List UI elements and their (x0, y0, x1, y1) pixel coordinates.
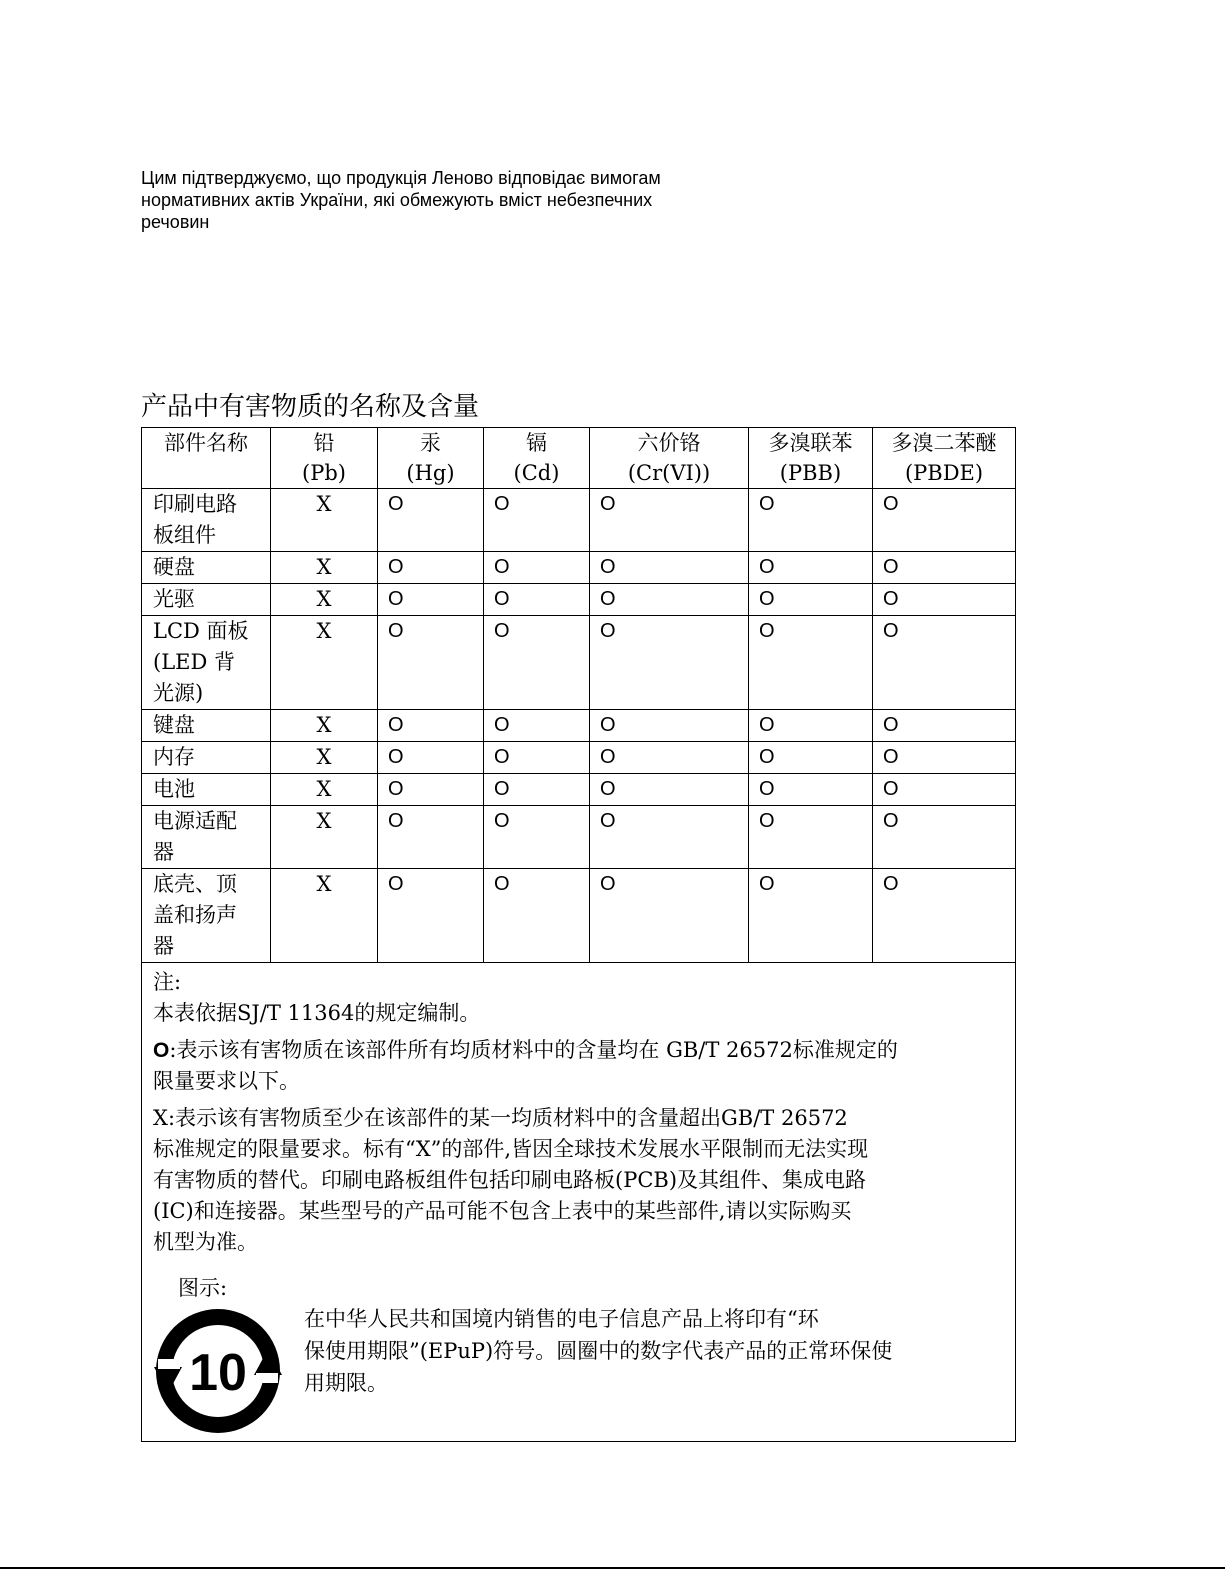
chromium-value: O (590, 710, 749, 742)
pbde-value: O (873, 616, 1016, 710)
lead-value: X (271, 552, 378, 584)
epup-number: 10 (189, 1344, 247, 1402)
chromium-value: O (590, 584, 749, 616)
cadmium-value: O (484, 552, 590, 584)
header-pbde: 多溴二苯醚 (PBDE) (873, 428, 1016, 489)
cadmium-value: O (484, 616, 590, 710)
hazardous-substances-table (141, 427, 1016, 1442)
notes-x-line: 标准规定的限量要求。标有“X”的部件,皆因全球技术发展水平限制而无法实现 (153, 1137, 869, 1161)
header-pb: 铅 (Pb) (271, 428, 378, 489)
pbde-value: O (873, 742, 1016, 774)
chromium-value: O (590, 552, 749, 584)
lead-value: X (271, 806, 378, 869)
notes-x-line: (IC)和连接器。某些型号的产品可能不包含上表中的某些部件,请以实际购买 (153, 1199, 852, 1223)
table-row (142, 774, 1016, 806)
table-row (142, 710, 1016, 742)
notes-label: 注: (153, 970, 182, 994)
notes-section (142, 963, 1016, 1442)
epup-description (304, 1303, 892, 1399)
pbde-value: O (873, 552, 1016, 584)
header-pbb: 多溴联苯 (PBB) (749, 428, 873, 489)
pbb-value: O (749, 742, 873, 774)
mercury-value: O (378, 489, 484, 552)
legend-label: 图示: (178, 1276, 228, 1300)
table-title: 产品中有害物质的名称及含量 (141, 392, 480, 422)
chromium-value: O (590, 489, 749, 552)
cadmium-value: O (484, 806, 590, 869)
table-row (142, 552, 1016, 584)
header-part-name: 部件名称 (142, 428, 271, 489)
lead-value: X (271, 710, 378, 742)
header-hg: 汞 (Hg) (378, 428, 484, 489)
epup-line: 保使用期限”(EPuP)符号。圆圈中的数字代表产品的正常环保使 (304, 1339, 893, 1363)
lead-value: X (271, 774, 378, 806)
chromium-value: O (590, 869, 749, 963)
mercury-value: O (378, 806, 484, 869)
notes-o-line: O:表示该有害物质在该部件所有均质材料中的含量均在 GB/T 26572标准规定的 (153, 1038, 898, 1062)
part-name: 内存 (142, 742, 271, 774)
pbb-value: O (749, 552, 873, 584)
mercury-value: O (378, 584, 484, 616)
part-name: 电池 (142, 774, 271, 806)
cadmium-value: O (484, 869, 590, 963)
table-row (142, 584, 1016, 616)
part-name: LCD 面板 (LED 背 光源) (142, 616, 271, 710)
pbb-value: O (749, 869, 873, 963)
chromium-value: O (590, 616, 749, 710)
pbb-value: O (749, 806, 873, 869)
pbb-value: O (749, 774, 873, 806)
cadmium-value: O (484, 774, 590, 806)
table-row (142, 742, 1016, 774)
pbb-value: O (749, 489, 873, 552)
notes-x-line: 有害物质的替代。印刷电路板组件包括印刷电路板(PCB)及其组件、集成电路 (153, 1168, 867, 1192)
part-name: 硬盘 (142, 552, 271, 584)
lead-value: X (271, 869, 378, 963)
ukraine-statement (141, 167, 781, 233)
mercury-value: O (378, 774, 484, 806)
cadmium-value: O (484, 710, 590, 742)
part-name: 电源适配 器 (142, 806, 271, 869)
lead-value: X (271, 584, 378, 616)
part-name: 印刷电路 板组件 (142, 489, 271, 552)
cadmium-value: O (484, 489, 590, 552)
table-row (142, 489, 1016, 552)
pbb-value: O (749, 584, 873, 616)
part-name: 键盘 (142, 710, 271, 742)
table-header-row (142, 428, 1016, 489)
lead-value: X (271, 489, 378, 552)
notes-o-line2: 限量要求以下。 (153, 1069, 300, 1093)
notes-x-line: 机型为准。 (153, 1230, 258, 1254)
mercury-value: O (378, 742, 484, 774)
mercury-value: O (378, 710, 484, 742)
mercury-value: O (378, 616, 484, 710)
header-cr: 六价铬 (Cr(VI)) (590, 428, 749, 489)
notes-basis: 本表依据SJ/T 11364的规定编制。 (153, 1001, 481, 1025)
pbde-value: O (873, 869, 1016, 963)
header-cd: 镉 (Cd) (484, 428, 590, 489)
epup-line: 用期限。 (304, 1371, 388, 1395)
mercury-value: O (378, 869, 484, 963)
epup-recycle-icon (154, 1307, 282, 1435)
pbb-value: O (749, 710, 873, 742)
table-row (142, 869, 1016, 963)
ukraine-line: нормативних актів України, які обмежують вміст небезпечних (141, 190, 653, 210)
chromium-value: O (590, 774, 749, 806)
mercury-value: O (378, 552, 484, 584)
ukraine-line: Цим підтверджуємо, що продукція Леново відповідає вимогам (141, 168, 661, 188)
chromium-value: O (590, 806, 749, 869)
cadmium-value: O (484, 584, 590, 616)
pbde-value: O (873, 489, 1016, 552)
cadmium-value: O (484, 742, 590, 774)
pbb-value: O (749, 616, 873, 710)
page-bottom-rule (0, 1567, 1225, 1569)
lead-value: X (271, 742, 378, 774)
pbde-value: O (873, 584, 1016, 616)
chromium-value: O (590, 742, 749, 774)
o-mark: O (153, 1039, 170, 1062)
table-row (142, 806, 1016, 869)
table-row (142, 616, 1016, 710)
part-name: 底壳、顶 盖和扬声 器 (142, 869, 271, 963)
notes-x-line: X:表示该有害物质至少在该部件的某一均质材料中的含量超出GB/T 26572 (153, 1106, 848, 1130)
pbde-value: O (873, 710, 1016, 742)
ukraine-line: речовин (141, 212, 210, 232)
pbde-value: O (873, 774, 1016, 806)
part-name: 光驱 (142, 584, 271, 616)
lead-value: X (271, 616, 378, 710)
pbde-value: O (873, 806, 1016, 869)
epup-line: 在中华人民共和国境内销售的电子信息产品上将印有“环 (304, 1307, 819, 1331)
